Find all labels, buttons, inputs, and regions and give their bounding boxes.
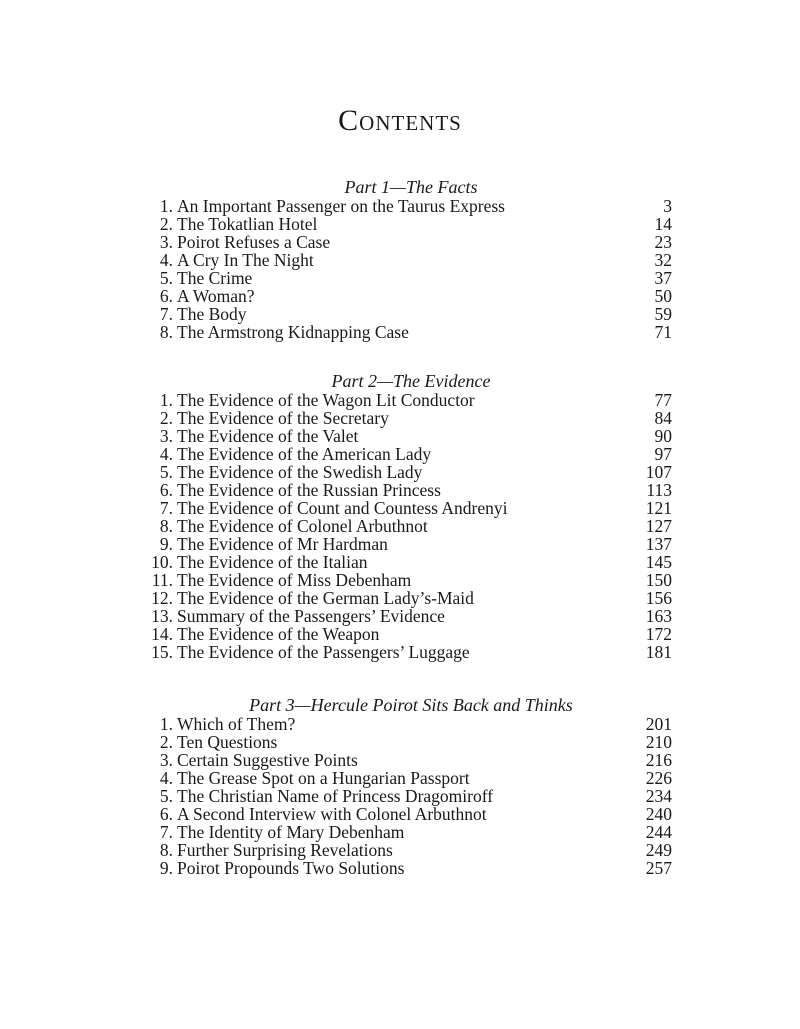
- contents-part: [150, 178, 672, 341]
- page-title: Contents: [338, 104, 462, 137]
- chapter-number: 4.: [159, 444, 173, 464]
- chapter-number: 5.: [159, 268, 173, 288]
- chapter-entry: [150, 859, 672, 877]
- chapter-entry: [150, 215, 672, 233]
- chapter-entry: [150, 409, 672, 427]
- chapter-page: 257: [645, 858, 672, 878]
- chapter-page: 32: [654, 250, 672, 270]
- chapter-page: 181: [645, 642, 672, 662]
- chapter-number: 2.: [159, 408, 173, 428]
- chapter-entry: [150, 517, 672, 535]
- chapter-title: The Evidence of the Wagon Lit Conductor: [177, 390, 475, 410]
- chapter-page: 249: [645, 840, 672, 860]
- chapter-entry: [150, 251, 672, 269]
- chapter-page: 97: [654, 444, 672, 464]
- chapter-number: 8.: [159, 322, 173, 342]
- chapter-title: A Cry In The Night: [177, 250, 314, 270]
- chapter-number: 7.: [159, 498, 173, 518]
- chapter-title: The Evidence of the Passengers’ Luggage: [177, 642, 470, 662]
- chapter-number: 6.: [159, 286, 173, 306]
- chapter-entry: [150, 197, 672, 215]
- chapter-page: 172: [645, 624, 672, 644]
- chapter-title: The Evidence of the Swedish Lady: [177, 462, 423, 482]
- chapter-title: A Woman?: [177, 286, 255, 306]
- chapter-entry: [150, 841, 672, 859]
- chapter-entry: [150, 445, 672, 463]
- chapter-number: 10.: [151, 552, 173, 572]
- chapter-entry: [150, 823, 672, 841]
- chapter-page: 71: [654, 322, 672, 342]
- chapter-entry: [150, 625, 672, 643]
- chapter-title: The Evidence of the Weapon: [177, 624, 380, 644]
- chapter-number: 9.: [159, 534, 173, 554]
- chapter-page: 77: [654, 390, 672, 410]
- chapter-page: 90: [654, 426, 672, 446]
- chapter-number: 2.: [159, 732, 173, 752]
- chapter-title: An Important Passenger on the Taurus Express: [177, 196, 505, 216]
- chapter-page: 50: [654, 286, 672, 306]
- chapter-page: 240: [645, 804, 672, 824]
- part-heading: Part 1—The Facts: [344, 177, 478, 197]
- chapter-title: The Evidence of the German Lady’s-Maid: [177, 588, 474, 608]
- chapter-title: Poirot Propounds Two Solutions: [177, 858, 405, 878]
- chapter-entry: [150, 787, 672, 805]
- chapter-number: 8.: [159, 840, 173, 860]
- chapter-number: 14.: [151, 624, 173, 644]
- chapter-title: The Identity of Mary Debenham: [177, 822, 405, 842]
- chapter-entry: [150, 269, 672, 287]
- chapter-number: 4.: [159, 250, 173, 270]
- chapter-entry: [150, 715, 672, 733]
- chapter-number: 5.: [159, 786, 173, 806]
- chapter-page: 210: [645, 732, 672, 752]
- chapter-number: 2.: [159, 214, 173, 234]
- chapter-title: The Crime: [177, 268, 253, 288]
- chapter-title: The Evidence of the Secretary: [177, 408, 389, 428]
- chapter-title: Ten Questions: [177, 732, 278, 752]
- chapter-number: 9.: [159, 858, 173, 878]
- chapter-entry: [150, 733, 672, 751]
- chapter-number: 8.: [159, 516, 173, 536]
- part-heading: Part 2—The Evidence: [331, 371, 491, 391]
- chapter-entry: [150, 391, 672, 409]
- chapter-number: 1.: [159, 714, 173, 734]
- chapter-number: 3.: [159, 426, 173, 446]
- chapter-entry: [150, 535, 672, 553]
- chapter-entry: [150, 499, 672, 517]
- chapter-entry: [150, 233, 672, 251]
- chapter-entry: [150, 427, 672, 445]
- chapter-title: The Body: [177, 304, 247, 324]
- chapter-title: A Second Interview with Colonel Arbuthnot: [177, 804, 487, 824]
- chapter-title: The Evidence of Mr Hardman: [177, 534, 388, 554]
- chapter-number: 6.: [159, 804, 173, 824]
- chapter-number: 7.: [159, 822, 173, 842]
- chapter-page: 244: [645, 822, 672, 842]
- chapter-number: 1.: [159, 390, 173, 410]
- chapter-number: 13.: [151, 606, 173, 626]
- chapter-title: Which of Them?: [177, 714, 296, 734]
- chapter-title: The Evidence of Count and Countess Andrenyi: [177, 498, 508, 518]
- chapter-title: The Evidence of Colonel Arbuthnot: [177, 516, 428, 536]
- chapter-page: 234: [645, 786, 672, 806]
- chapter-page: 3: [663, 196, 672, 216]
- chapter-title: The Evidence of the Russian Princess: [177, 480, 441, 500]
- chapter-entry: [150, 323, 672, 341]
- chapter-title: Certain Suggestive Points: [177, 750, 358, 770]
- chapter-page: 137: [645, 534, 672, 554]
- chapter-number: 12.: [151, 588, 173, 608]
- contents-part: [150, 372, 672, 661]
- chapter-page: 163: [645, 606, 672, 626]
- chapter-title: The Grease Spot on a Hungarian Passport: [177, 768, 470, 788]
- chapter-page: 156: [645, 588, 672, 608]
- chapter-page: 23: [654, 232, 672, 252]
- chapter-page: 121: [645, 498, 672, 518]
- chapter-title: Summary of the Passengers’ Evidence: [177, 606, 445, 626]
- chapter-entry: [150, 769, 672, 787]
- chapter-entry: [150, 481, 672, 499]
- chapter-page: 84: [654, 408, 672, 428]
- chapter-entry: [150, 463, 672, 481]
- chapter-title: The Evidence of the American Lady: [177, 444, 432, 464]
- chapter-page: 145: [645, 552, 672, 572]
- chapter-page: 201: [645, 714, 672, 734]
- chapter-number: 5.: [159, 462, 173, 482]
- chapter-title: Further Surprising Revelations: [177, 840, 393, 860]
- chapter-page: 59: [654, 304, 672, 324]
- chapter-entry: [150, 305, 672, 323]
- chapter-number: 6.: [159, 480, 173, 500]
- chapter-title: The Tokatlian Hotel: [177, 214, 318, 234]
- chapter-page: 113: [646, 480, 672, 500]
- chapter-page: 14: [654, 214, 672, 234]
- chapter-number: 15.: [151, 642, 173, 662]
- chapter-entry: [150, 607, 672, 625]
- chapter-number: 7.: [159, 304, 173, 324]
- chapter-entry: [150, 751, 672, 769]
- chapter-title: The Armstrong Kidnapping Case: [177, 322, 409, 342]
- chapter-page: 127: [645, 516, 672, 536]
- chapter-entry: [150, 589, 672, 607]
- chapter-title: The Evidence of the Italian: [177, 552, 368, 572]
- chapter-page: 37: [654, 268, 672, 288]
- chapter-page: 216: [645, 750, 672, 770]
- part-heading: Part 3—Hercule Poirot Sits Back and Thinks: [249, 695, 573, 715]
- chapter-page: 226: [645, 768, 672, 788]
- chapter-title: The Christian Name of Princess Dragomiroff: [177, 786, 494, 806]
- chapter-entry: [150, 571, 672, 589]
- chapter-title: Poirot Refuses a Case: [177, 232, 331, 252]
- chapter-number: 3.: [159, 232, 173, 252]
- chapter-entry: [150, 553, 672, 571]
- chapter-page: 107: [645, 462, 672, 482]
- chapter-number: 3.: [159, 750, 173, 770]
- chapter-title: The Evidence of the Valet: [177, 426, 359, 446]
- chapter-number: 1.: [159, 196, 173, 216]
- contents-part: [150, 696, 672, 877]
- chapter-entry: [150, 643, 672, 661]
- chapter-entry: [150, 287, 672, 305]
- chapter-title: The Evidence of Miss Debenham: [177, 570, 412, 590]
- chapter-number: 11.: [151, 570, 173, 590]
- chapter-entry: [150, 805, 672, 823]
- chapter-page: 150: [645, 570, 672, 590]
- chapter-number: 4.: [159, 768, 173, 788]
